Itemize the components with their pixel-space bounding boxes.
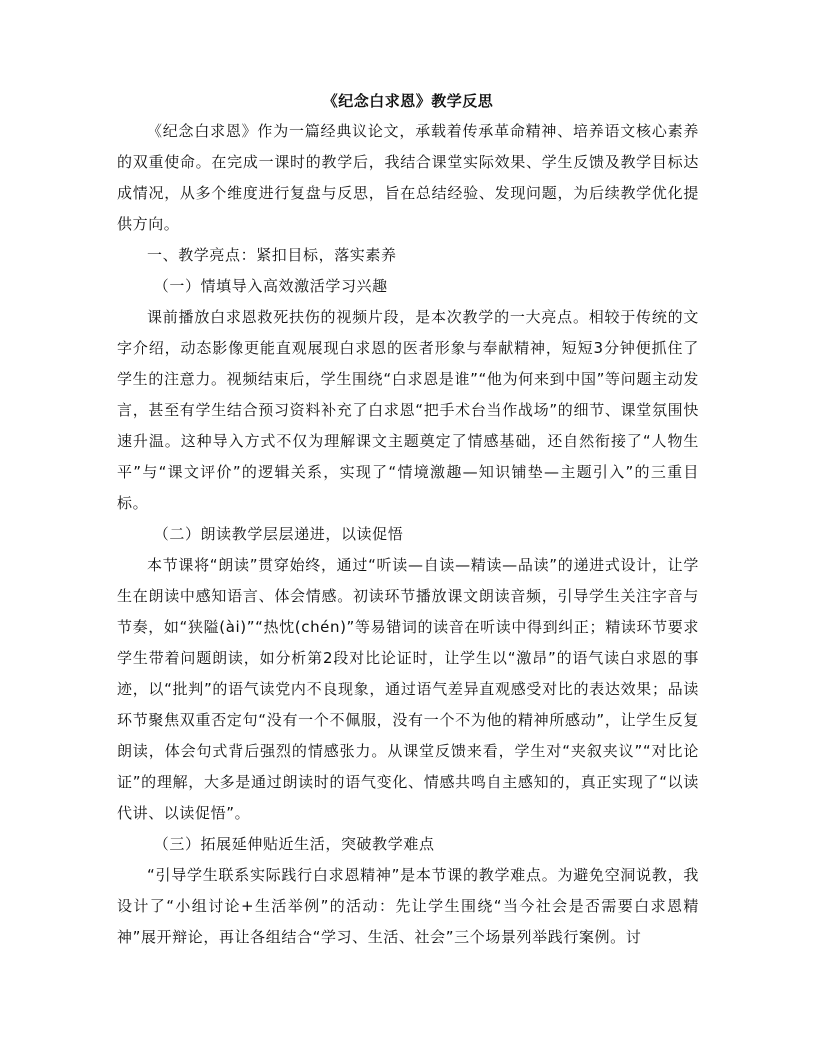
subsection-paragraph-3: “引导学生联系实际践行白求恩精神”是本节课的教学难点。为避免空洞说教，我设计了“小组讨论+生活举例”的活动：先让学生围绕“当今社会是否需要白求恩精神”展开辩论，再让各组结合“学习、生活、社会”三个场景列举践行案例。讨: [117, 866, 699, 946]
subsection-paragraph-2: 本节课将“朗读”贯穿始终，通过“听读—自读—精读—品读”的递进式设计，让学生在朗读中感知语言、体会情感。初读环节播放课文朗读音频，引导学生关注字音与节奏，如“狭隘(ài)”“热忱(chén)”等易错词的读音在听读中得到纠正；精读环节要求学生带着问题朗读，如分析第2段对比论证时，让学生以“激昂”的语气读白求恩的事迹，以“批判”的语气读党内不良现象，通过语气差异直观感受对比的表达效果；品读环节聚焦双重否定句“没有一个不佩服，没有一个不为他的精神所感动”，让学生反复朗读，体会句式背后强烈的情感张力。从课堂反馈来看，学生对“夹叙夹议”“对比论证”的理解，大多是通过朗读时的语气变化、情感共鸣自主感知的，真正实现了“以读代讲、以读促悟”。: [117, 556, 699, 822]
subsection-heading-1: （一）情填导入高效激活学习兴趣: [153, 277, 388, 295]
intro-paragraph: 《纪念白求恩》作为一篇经典议论文，承载着传承革命精神、培养语文核心素养的双重使命。在完成一课时的教学后，我结合课堂实际效果、学生反馈及教学目标达成情况，从多个维度进行复盘与反思，旨在总结经验、发现问题，为后续教学优化提供方向。: [117, 122, 699, 233]
document-page: [117, 90, 699, 953]
subsection-paragraph-1: 课前播放白求恩救死扶伤的视频片段，是本次教学的一大亮点。相较于传统的文字介绍，动态影像更能直观展现白求恩的医者形象与奉献精神，短短3分钟便抓住了学生的注意力。视频结束后，学生围绕“白求恩是谁”“他为何来到中国”等问题主动发言，甚至有学生结合预习资料补充了白求恩“把手术台当作战场”的细节、课堂氛围快速升温。这种导入方式不仅为理解课文主题奠定了情感基础，还自然衔接了“人物生平”与“课文评价”的逻辑关系，实现了“情境激趣—知识铺垫—主题引入”的三重目标。: [117, 308, 699, 512]
subsection-heading-3: （三）拓展延伸贴近生活，突破教学难点: [153, 835, 435, 853]
section-heading-1: 一、教学亮点：紧扣目标，落实素养: [147, 246, 397, 264]
subsection-heading-2: （二）朗读教学层层递进，以读促悟: [153, 525, 404, 543]
document-title: 《纪念白求恩》教学反思: [322, 92, 494, 110]
